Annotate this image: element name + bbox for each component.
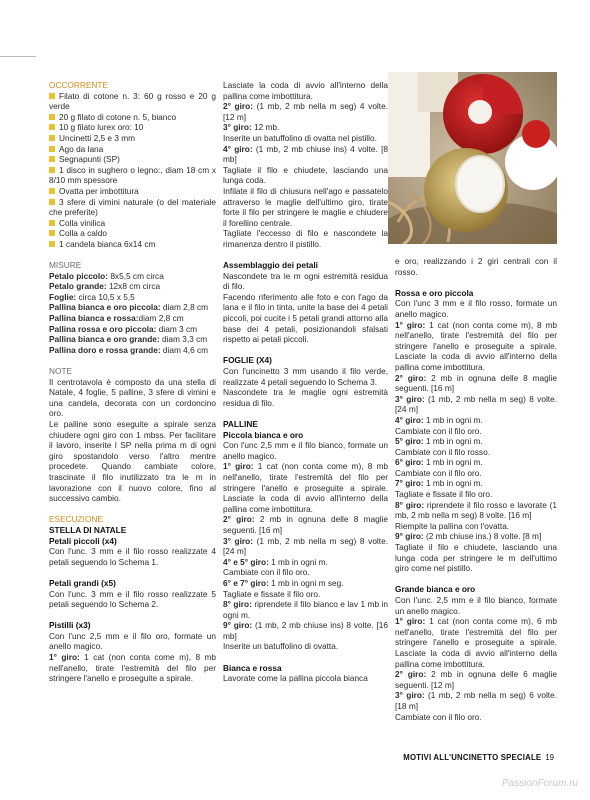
section-heading: MISURE [49,260,82,271]
spacer [223,345,388,356]
spacer [395,574,557,585]
bullet-square-icon [49,220,55,226]
text-paragraph: 2° giro: 2 mb in ognuna delle 8 maglie seguenti. [16 m] [223,514,388,535]
text-paragraph: Cambiate con il filo oro. [395,467,482,478]
watermark: PassionForum.ru [501,778,578,789]
bullet-square-icon [49,93,55,99]
section-heading: Assemblaggio dei petali [223,260,318,271]
section-heading: Bianca e rossa [223,662,282,673]
text-paragraph: 2° giro: 2 mb in ognuna delle 8 maglie seguenti. [16 m] [395,372,557,394]
material-item: 20 g filato di cotone n. 5, bianco [49,112,216,123]
bullet-square-icon [49,188,55,194]
text-paragraph: Tagliate l'eccesso di filo e nascondete la rimanenza dentro il pistillo. [223,228,388,249]
section-heading: Petali grandi (x5) [49,577,116,588]
material-item: Filato di cotone n. 3: 60 g rosso e 20 g verde [49,90,216,112]
spacer [223,408,388,419]
text-paragraph: 3° giro: (1 mb, 2 mb nella m seg) 8 volte. [24 m] [395,393,558,415]
text-paragraph: Cambiate con il filo rosso. [395,446,490,457]
text-paragraph: Nascondete tra le m ogni estremità residua di filo. [223,270,388,292]
spacer [223,250,388,261]
material-item: 3 sfere di vimini naturale (o del materiale che preferite) [49,196,216,218]
material-item: Colla a caldo [49,228,216,239]
spacer [49,567,216,578]
text-paragraph: Pallina rossa e oro piccola: diam 3 cm [49,323,198,334]
text-paragraph: Pallina doro e rossa grande: diam 4,6 cm [49,344,209,355]
text-paragraph: 9° giro: (1 mb, 2 mb chiuse ins) 8 volte. [16 mb] [223,620,388,641]
text-paragraph: Tagliate il filo e chiudete, lasciando una lunga coda per stringere le m dell'ultimo giro come nel pistillo. [395,542,557,574]
spacer [49,504,216,515]
spacer [49,610,216,621]
section-heading: OCCORRENTE [49,80,109,90]
text-paragraph: Con l'unc. 3 mm e il filo rosso realizzate 4 petali seguendo lo Schema 1. [49,546,216,567]
text-paragraph: Lasciate la coda di avvio all'interno della pallina come imbottitura. [223,80,388,101]
text-paragraph: 1° giro: 1 cat (non conta come m), 8 mb nell'anello, tirate l'estremità del filo per stringere l'anello e proseguite a spirale. [49,652,217,684]
spacer [395,277,557,288]
column-middle [223,80,388,684]
text-paragraph: 6° e 7° giro: 1 mb in ogni m seg. [223,577,344,588]
bullet-square-icon [49,199,55,205]
text-paragraph: 2° giro: 2 mb in ognuna delle 6 maglie seguenti. [12 m] [395,669,557,690]
text-paragraph: 1° giro: 1 cat (non conta come m), 8 mb nell'anello, tirate l'estremità del filo per stringere l'anello e proseguite a spirale. Lasciate la coda di avvio all'interno della pallina come imbottitura. [223,461,389,514]
section-heading: Petali piccoli (x4) [49,535,117,546]
page-footer [403,753,554,762]
text-paragraph: Cambiate con il filo oro. [395,425,482,436]
section-heading: Piccola bianca e oro [223,429,304,440]
text-paragraph: Con l'unc. 2,5 mm e il filo bianco, formate un anello magico. [395,595,557,616]
text-paragraph: 9° giro: (2 mb chiuse ins.) 8 volte. [8 m] [395,531,542,542]
text-paragraph: Pallina bianca e oro piccola: diam 2,8 cm [49,302,209,313]
text-paragraph: Nascondete tra le maglie ogni estremità residua di filo. [223,387,388,408]
text-paragraph: Con l'unc 2,5 mm e il filo bianco, formate un anello magico. [223,440,388,461]
text-paragraph: 6° giro: 1 mb in ogni m. [395,457,483,468]
text-paragraph: 3° giro: (1 mb, 2 mb nella m seg) 8 volte. [24 m] [223,535,389,557]
material-item: Colla vinilica [49,218,216,229]
text-paragraph: 4° e 5° giro: 1 mb in ogni m. [223,556,328,567]
material-item: 1 disco in sughero o legno:, diam 18 cm x 8/10 mm spessore [49,164,216,186]
bullet-square-icon [49,167,55,173]
text-paragraph: Riempite la pallina con l'ovatta. [395,520,510,531]
text-paragraph: Con l'unc 3 mm e il filo rosso, formate un anello magico. [395,298,557,319]
text-paragraph: Pallina bianca e oro grande: diam 3,3 cm [49,334,208,345]
material-item: Segnapunti (SP) [49,154,216,165]
text-paragraph: Con l'uncinetto 3 mm usando il filo verde, realizzate 4 petali seguendo lo Schema 3. [223,366,388,387]
text-paragraph: Cambiate con il filo oro. [223,567,310,578]
bullet-square-icon [49,241,55,247]
text-paragraph: Inserite un batuffolino di ovatta. [223,641,339,652]
text-paragraph: Tagliate il filo e chiudete, lasciando una lunga coda. [223,164,388,186]
section-heading: Grande bianca e oro [395,584,476,595]
material-item: Ago da lana [49,144,216,155]
text-paragraph: Inserite un batuffolino di ovatta nel pistillo. [223,132,377,143]
spacer [223,652,388,663]
page-number: 19 [545,753,554,762]
text-paragraph: Facendo riferimento alle foto e con l'ago da lana e il filo in tinta, unite la base dei 4 petali piccoli, poi cucite i 5 petali grandi attorno alla base dei 4 petali, posizionandoli sfalsati rispetto ai petali piccoli. [223,291,388,345]
header-rule [0,56,36,57]
text-paragraph: 7° giro: 1 mb in ogni m. [395,478,483,489]
bullet-square-icon [49,135,55,141]
text-paragraph: 1° giro: 1 cat (non conta come m), 6 mb nell'anello, tirate l'estremità del filo per stringere l'anello e proseguite a spirale. Lasciate la coda di avvio all'interno della pallina come imbottitura. [395,616,557,669]
text-paragraph: 8° giro: riprendete il filo rosso e lavorate (1 mb, 2 mb nella m seg) 8 volte. [16 m] [395,499,557,521]
material-item: 10 g filato lurex oro: 10 [49,122,216,133]
text-paragraph: Le palline sono eseguite a spirale senza chiudere ogni giro con 1 mbss. Per facilitare il lavoro, inserite l SP nella prima m di ogni giro spostandolo verso l'altro mentre procedete. Quando cambiate colore, trascinate il filo inutilizzato tra le m in lavorazione con il nuovo colore, fino al successivo cambio. [49,419,216,504]
text-paragraph: Il centrotavola è composto da una stella di Natale, 4 foglie, 5 palline, 3 sfere di vimini e una candela, decorata con un cordoncino oro. [49,376,216,419]
text-paragraph: 2° giro: (1 mb, 2 mb nella m seg) 4 volte. [12 m] [223,101,389,122]
text-paragraph: 3° giro: (1 mb, 2 mb nella m seg) 6 volte. [18 m] [395,690,558,711]
bullet-square-icon [49,124,55,130]
material-item: Ovatta per imbottitura [49,186,216,197]
bullet-square-icon [49,114,55,120]
text-paragraph: 8° giro: riprendete il filo bianco e lav 1 mb in ogni m. [223,599,389,620]
footer-title: MOTIVI ALL'UNCINETTO SPECIALE [403,753,542,762]
spacer [49,250,216,261]
text-paragraph: 1° giro: 1 cat (non conta come m), 8 mb nell'anello, tirate l'estremità del filo per stringere l'anello e proseguite a spirale. Lasciate la coda di avvio all'interno della pallina come imbottitura. [395,319,557,372]
text-paragraph: Pallina bianca e rossa:diam 2,8 cm [49,313,184,324]
text-paragraph: Infilate il filo di chiusura nell'ago e passatelo attraverso le maglie dell'ultimo giro, tirate forte il filo per stringere le maglie e chiudere il forellino centrale. [223,185,388,228]
section-heading: Rossa e oro piccola [395,287,474,298]
text-paragraph: Cambiate con il filo oro. [395,711,482,722]
section-heading: NOTE [49,366,73,377]
material-item: 1 candela bianca 6x14 cm [49,239,216,250]
text-paragraph: Con l'unc. 3 mm e il filo rosso realizzate 5 petali seguendo lo Schema 2. [49,588,216,610]
text-paragraph: e oro, realizzando i 2 giri centrali con il rosso. [395,256,557,277]
column-right [395,256,557,722]
text-paragraph: 5° giro: 1 mb in ogni m. [395,436,483,447]
spacer [49,355,216,366]
text-paragraph: Petalo piccolo: 8x5,5 cm circa [49,270,164,281]
bullet-square-icon [49,230,55,236]
material-item: Uncinetti 2,5 e 3 mm [49,133,216,144]
bullet-square-icon [49,156,55,162]
text-paragraph: Con l'unc 2,5 mm e il filo oro, formate un anello magico. [49,630,216,652]
text-paragraph: Tagliate e fissate il filo oro. [395,489,493,500]
text-paragraph: 4° giro: (1 mb, 2 mb chiuse ins) 4 volte. [8 mb] [223,143,389,165]
text-paragraph: Tagliate e fissate il filo oro. [223,588,321,599]
text-paragraph: 4° giro: 1 mb in ogni m. [395,414,483,425]
product-photo [388,72,557,244]
bullet-square-icon [49,146,55,152]
section-heading: STELLA DI NATALE [49,524,127,535]
section-heading: ESECUZIONE [49,514,103,525]
section-heading: Pistilli (x3) [49,620,91,631]
crochet-balls-photo [388,72,557,244]
text-paragraph: 3° giro: 12 mb. [223,122,280,133]
section-heading: PALLINE [223,419,258,429]
column-left [49,80,216,684]
text-paragraph: Lavorate come la pallina piccola bianca [223,673,368,684]
section-heading: FOGLIE (X4) [223,355,272,366]
text-paragraph: Petalo grande: 12x8 cm circa [49,281,161,292]
text-paragraph: Foglie: circa 10,5 x 5,5 [49,291,135,302]
